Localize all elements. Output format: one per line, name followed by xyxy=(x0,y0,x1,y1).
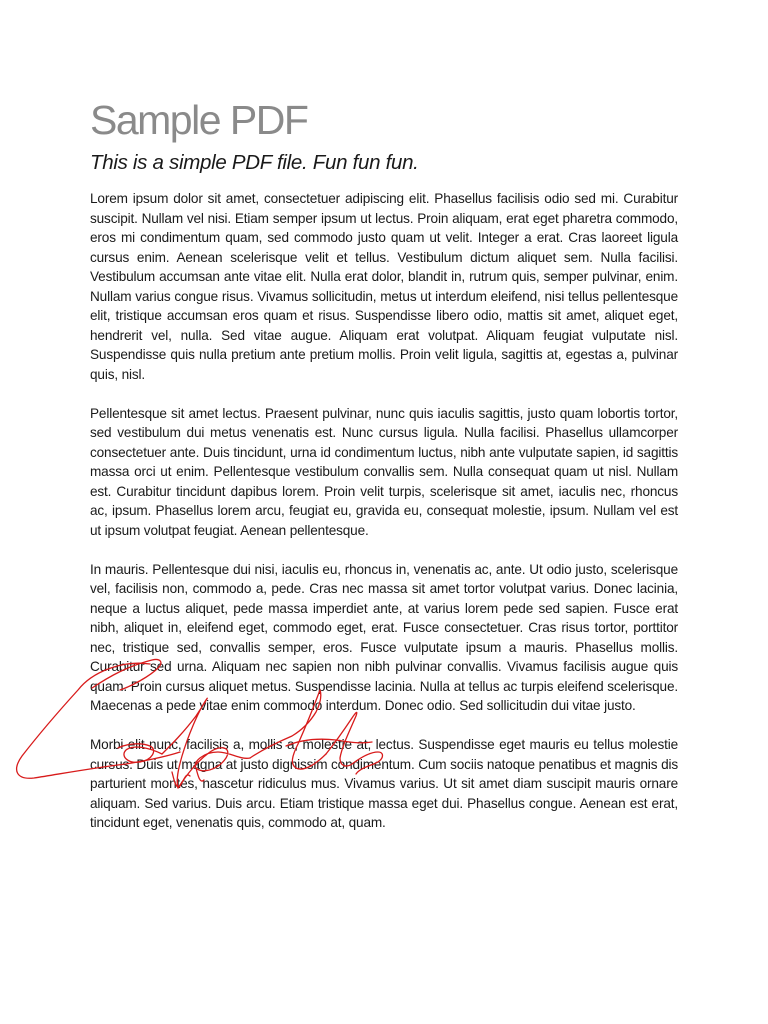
document-title: Sample PDF xyxy=(90,97,308,143)
paragraph-2: Pellentesque sit amet lectus. Praesent pulvinar, nunc quis iaculis sagittis, justo quam lobortis tortor, sed vestibulum dui metus venenatis est. Nunc cursus ligula. Nulla facilisi. Phasellus ullamcorper consectetuer ante. Duis tincidunt, urna id condimentum luctus, nibh ante vulputate sapien, id sagittis massa orci ut enim. Pellentesque vestibulum convallis sem. Nulla consequat quam ut nisl. Nullam est. Curabitur tincidunt dapibus lorem. Proin velit turpis, scelerisque sit amet, iaculis nec, rhoncus ac, ipsum. Phasellus lorem arcu, feugiat eu, gravida eu, consequat molestie, ipsum. Nullam vel est ut ipsum volutpat feugiat. Aenean pellentesque. xyxy=(90,405,678,538)
document-content xyxy=(90,94,678,852)
paragraph-1: Lorem ipsum dolor sit amet, consectetuer adipiscing elit. Phasellus facilisis odio sed mi. Curabitur suscipit. Nullam vel nisi. Etiam semper ipsum ut lectus. Proin aliquam, erat eget pharetra commodo, eros mi condimentum quam, sed commodo justo quam ut velit. Integer a erat. Cras laoreet ligula cursus enim. Aenean scelerisque velit et tellus. Vestibulum dictum aliquet sem. Nulla facilisi. Vestibulum accumsan ante vitae elit. Nulla erat dolor, blandit in, rutrum quis, semper pulvinar, enim. Nullam varius congue risus. Vivamus sollicitudin, metus ut interdum eleifend, nisi tellus pellentesque elit, tristique accumsan eros quam et risus. Suspendisse libero odio, mattis sit amet, aliquet eget, hendrerit vel, nulla. Sed vitae augue. Aliquam erat volutpat. Aliquam feugiat vulputate nisl. Suspendisse quis nulla pretium ante pretium mollis. Proin velit ligula, sagittis at, egestas a, pulvinar quis, nisl. xyxy=(90,191,678,382)
paragraph-3: In mauris. Pellentesque dui nisi, iaculis eu, rhoncus in, venenatis ac, ante. Ut odio justo, scelerisque vel, facilisis non, commodo a, pede. Cras nec massa sit amet tortor volutpat varius. Donec lacinia, neque a luctus aliquet, pede massa imperdiet ante, at varius lorem pede sed sapien. Fusce erat nibh, aliquet in, eleifend eget, commodo eget, erat. Fusce consectetuer. Cras risus tortor, porttitor nec, tristique sed, convallis semper, eros. Fusce vulputate ipsum a mauris. Phasellus mollis. Curabitur sed urna. Aliquam nec sapien non nibh pulvinar convallis. Vivamus facilisis augue quis quam. Proin cursus aliquet metus. Suspendisse lacinia. Nulla at tellus ac turpis eleifend scelerisque. Maecenas a pede vitae enim commodo interdum. Donec odio. Sed sollicitudin dui vitae justo. xyxy=(90,561,678,713)
document-subtitle: This is a simple PDF file. Fun fun fun. xyxy=(90,151,419,174)
document-body xyxy=(90,189,678,833)
paragraph-4: Morbi elit nunc, facilisis a, mollis a, molestie at, lectus. Suspendisse eget mauris eu tellus molestie cursus. Duis ut magna at justo dignissim condimentum. Cum sociis natoque penatibus et magnis dis parturient montes, nascetur ridiculus mus. Vivamus varius. Ut sit amet diam suscipit mauris ornare aliquam. Sed varius. Duis arcu. Etiam tristique massa eget dui. Phasellus congue. Aenean est erat, tincidunt eget, venenatis quis, commodo at, quam. xyxy=(90,737,678,830)
